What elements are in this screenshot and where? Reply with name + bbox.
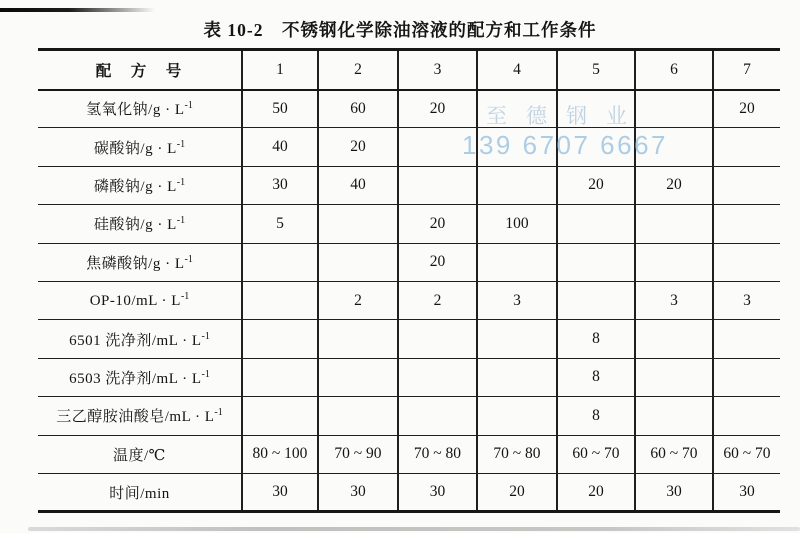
cell-r3-c2: 40 (318, 166, 398, 204)
row-label-text: 温度/℃ (113, 447, 166, 464)
cell-r8-c6 (635, 358, 713, 396)
row-label (38, 281, 242, 319)
table-row (38, 358, 780, 396)
cell-r11-c2: 30 (318, 473, 398, 511)
cell-r1-c6 (635, 90, 713, 128)
cell-r8-c1 (242, 358, 318, 396)
table-row (38, 320, 780, 358)
cell-r4-c4: 100 (477, 205, 557, 243)
cell-r10-c7: 60 ~ 70 (713, 435, 780, 473)
cell-r8-c2 (318, 358, 398, 396)
row-label-text: 时间/min (109, 485, 170, 502)
cell-r10-c4: 70 ~ 80 (477, 435, 557, 473)
row-label (38, 435, 242, 473)
row-label-text: OP-10/mL · L (89, 293, 181, 310)
cell-r5-c5 (557, 243, 635, 281)
cell-r9-c5: 8 (557, 397, 635, 435)
cell-r1-c4 (477, 90, 557, 128)
row-label-text: 三乙醇胺油酸皂/mL · L (56, 409, 215, 426)
row-label (38, 90, 242, 128)
row-label (38, 128, 242, 166)
cell-r2-c5 (557, 128, 635, 166)
row-label-superscript: -1 (201, 368, 210, 380)
cell-r7-c4 (477, 320, 557, 358)
cell-r5-c7 (713, 243, 780, 281)
table-row (38, 128, 780, 166)
row-label (38, 166, 242, 204)
row-label-text: 6501 洗净剂/mL · L (69, 332, 202, 349)
cell-r9-c1 (242, 397, 318, 435)
cell-r10-c2: 70 ~ 90 (318, 435, 398, 473)
header-col-1: 1 (242, 50, 318, 90)
cell-r4-c5 (557, 205, 635, 243)
header-col-7: 7 (713, 50, 780, 90)
cell-r5-c4 (477, 243, 557, 281)
row-label-text: 磷酸钠/g · L (93, 178, 177, 195)
cell-r5-c3: 20 (398, 243, 477, 281)
cell-r11-c7: 30 (713, 473, 780, 511)
row-label-superscript: -1 (176, 215, 186, 227)
cell-r3-c7 (713, 166, 780, 204)
row-label-text: 氢氧化钠/g · L (86, 102, 185, 119)
cell-r3-c3 (398, 166, 477, 204)
table-row (38, 90, 780, 128)
cell-r7-c7 (713, 320, 780, 358)
row-label (38, 358, 242, 396)
cell-r2-c6 (635, 128, 713, 166)
row-label-superscript: -1 (180, 291, 190, 303)
cell-r7-c5: 8 (557, 320, 635, 358)
cell-r7-c2 (318, 320, 398, 358)
cell-r6-c3: 2 (398, 281, 477, 319)
row-label-text: 碳酸钠/g · L (93, 140, 177, 157)
cell-r9-c6 (635, 397, 713, 435)
header-corner-formula-number: 配 方 号 (38, 50, 242, 90)
table-row (38, 205, 780, 243)
cell-r4-c3: 20 (398, 205, 477, 243)
cell-r3-c4 (477, 166, 557, 204)
cell-r5-c1 (242, 243, 318, 281)
scan-artifact-top (0, 8, 155, 12)
table-row (38, 397, 780, 435)
cell-r10-c6: 60 ~ 70 (635, 435, 713, 473)
row-label-superscript: -1 (201, 330, 210, 342)
cell-r1-c5 (557, 90, 635, 128)
row-label-superscript: -1 (184, 253, 193, 265)
cell-r6-c6: 3 (635, 281, 713, 319)
watermark-company-text: 至德钢业 (486, 105, 646, 128)
cell-r11-c3: 30 (398, 473, 477, 511)
cell-r5-c2 (318, 243, 398, 281)
header-col-2: 2 (318, 50, 398, 90)
table-row (38, 281, 780, 319)
row-label-text: 硅酸钠/g · L (93, 217, 177, 234)
row-label (38, 243, 242, 281)
row-label-superscript: -1 (176, 176, 186, 188)
cell-r6-c1 (242, 281, 318, 319)
cell-r1-c2: 60 (318, 90, 398, 128)
table-title: 表 10-2 不锈钢化学除油溶液的配方和工作条件 (203, 20, 597, 40)
cell-r3-c5: 20 (557, 166, 635, 204)
cell-r8-c7 (713, 358, 780, 396)
row-label (38, 320, 242, 358)
table-wrap (38, 48, 780, 513)
cell-r2-c3 (398, 128, 477, 166)
cell-r8-c4 (477, 358, 557, 396)
cell-r10-c5: 60 ~ 70 (557, 435, 635, 473)
cell-r11-c5: 20 (557, 473, 635, 511)
cell-r2-c7 (713, 128, 780, 166)
cell-r9-c4 (477, 397, 557, 435)
cell-r11-c1: 30 (242, 473, 318, 511)
cell-r9-c3 (398, 397, 477, 435)
cell-r7-c3 (398, 320, 477, 358)
cell-r2-c1: 40 (242, 128, 318, 166)
table-row (38, 243, 780, 281)
table-body (38, 90, 780, 512)
scan-artifact-bottom (28, 527, 800, 531)
row-label-superscript: -1 (214, 407, 223, 419)
row-label-superscript: -1 (176, 138, 186, 150)
cell-r6-c7: 3 (713, 281, 780, 319)
cell-r1-c1: 50 (242, 90, 318, 128)
cell-r9-c7 (713, 397, 780, 435)
row-label (38, 397, 242, 435)
header-col-6: 6 (635, 50, 713, 90)
header-row (38, 50, 780, 90)
cell-r4-c1: 5 (242, 205, 318, 243)
table-row (38, 473, 780, 511)
cell-r3-c1: 30 (242, 166, 318, 204)
cell-r6-c5 (557, 281, 635, 319)
cell-r9-c2 (318, 397, 398, 435)
cell-r2-c4 (477, 128, 557, 166)
row-label-text: 6503 洗净剂/mL · L (69, 370, 202, 387)
header-col-3: 3 (398, 50, 477, 90)
cell-r3-c6: 20 (635, 166, 713, 204)
cell-r7-c1 (242, 320, 318, 358)
cell-r8-c5: 8 (557, 358, 635, 396)
row-label (38, 205, 242, 243)
cell-r1-c3: 20 (398, 90, 477, 128)
cell-r10-c3: 70 ~ 80 (398, 435, 477, 473)
formula-table (38, 48, 780, 513)
cell-r4-c6 (635, 205, 713, 243)
cell-r2-c2: 20 (318, 128, 398, 166)
row-label-superscript: -1 (184, 100, 193, 112)
cell-r8-c3 (398, 358, 477, 396)
header-col-5: 5 (557, 50, 635, 90)
cell-r4-c2 (318, 205, 398, 243)
cell-r6-c4: 3 (477, 281, 557, 319)
cell-r6-c2: 2 (318, 281, 398, 319)
table-row (38, 166, 780, 204)
row-label (38, 473, 242, 511)
watermark-phone-text: 139 6707 6667 (462, 130, 669, 160)
cell-r4-c7 (713, 205, 780, 243)
cell-r11-c6: 30 (635, 473, 713, 511)
cell-r11-c4: 20 (477, 473, 557, 511)
cell-r10-c1: 80 ~ 100 (242, 435, 318, 473)
cell-r5-c6 (635, 243, 713, 281)
header-col-4: 4 (477, 50, 557, 90)
row-label-text: 焦磷酸钠/g · L (86, 255, 185, 272)
cell-r7-c6 (635, 320, 713, 358)
table-row (38, 435, 780, 473)
cell-r1-c7: 20 (713, 90, 780, 128)
